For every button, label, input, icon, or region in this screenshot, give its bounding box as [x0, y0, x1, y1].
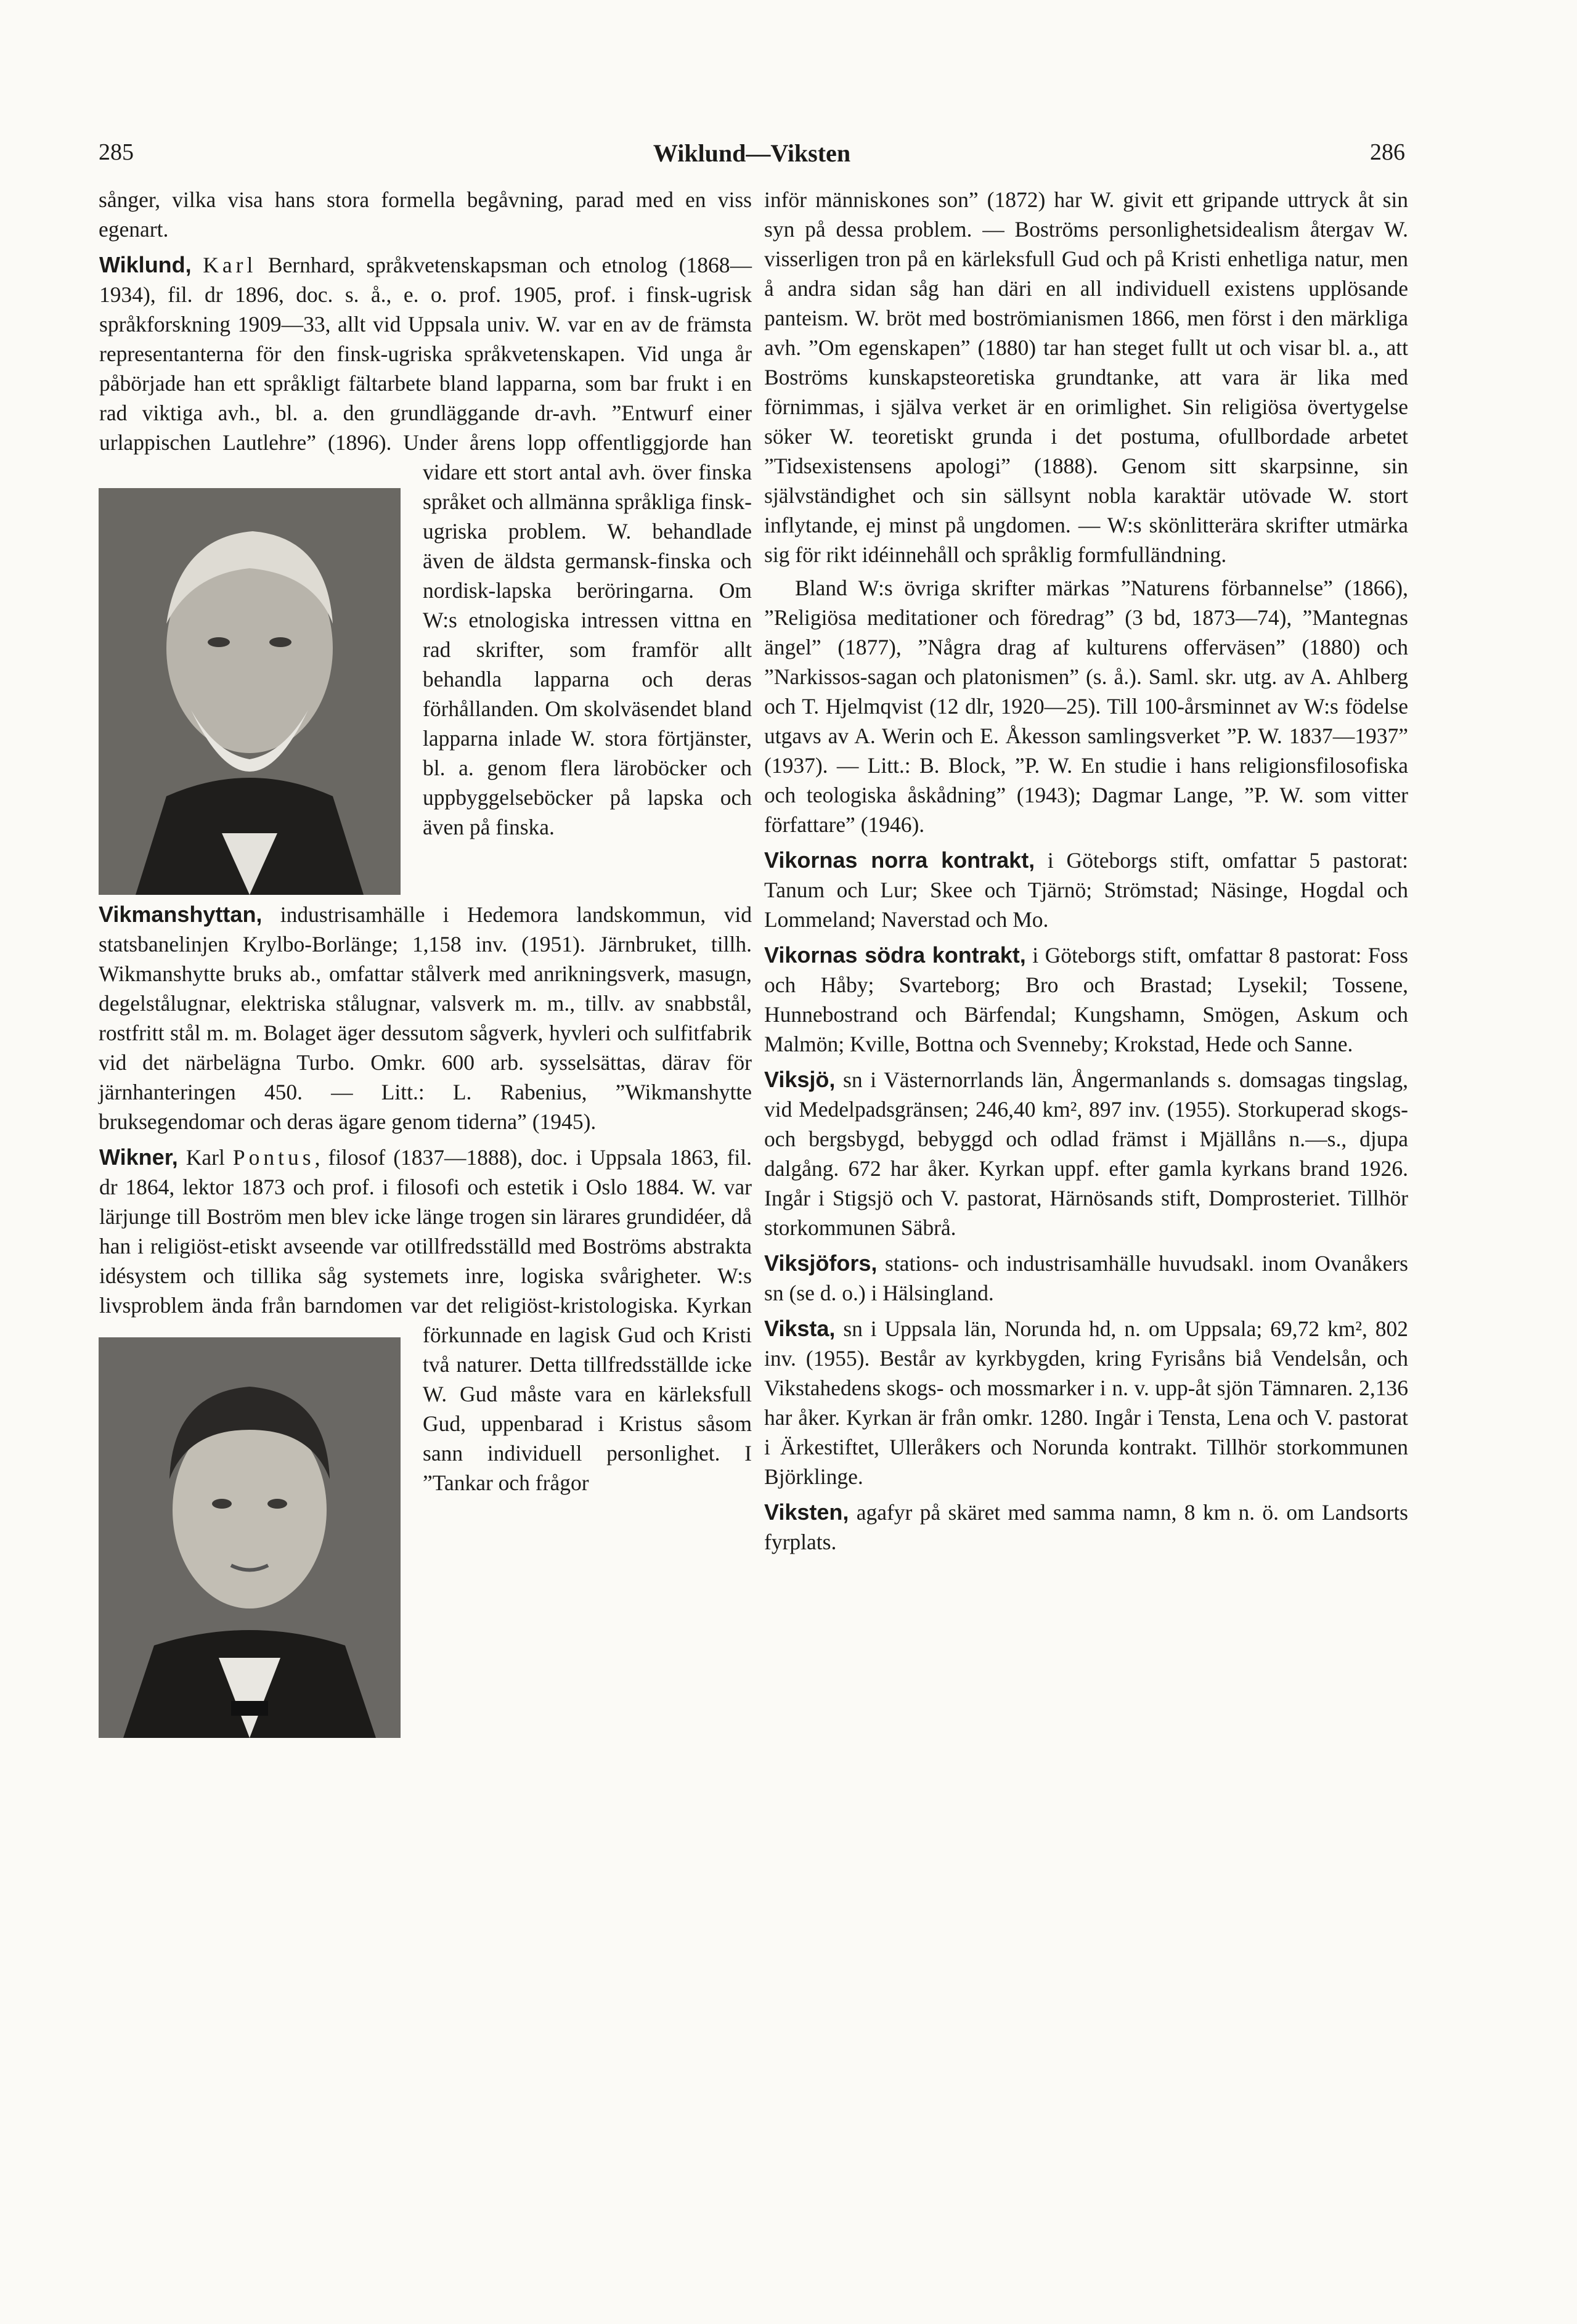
portrait-wikner-image	[99, 1337, 401, 1738]
wikner-text: , filosof (1837—1888), doc. i Uppsala 1863, fil. dr 1864, lektor 1873 och prof. i filosofi och estetik i Oslo 1884. W. var lärjunge till Boström men blev icke länge trogen sin lärares grundidéer, då han i religiöst-etiskt avseende var otillfredsställd med Boströms abstrakta idésystem och tillika såg systemets inre, logiska svårigheter. W:s livsproblem ända från barndomen var det religiöst-kristologiska. Kyrkan förkunnade en lagisk Gud och Kristi två naturer. Detta tillfredsställde icke W. Gud måste vara en kärleksfull Gud, uppenbarad i Kristus såsom sann individuell personlighet. I ”Tankar och frågor	[99, 1145, 752, 1495]
viksta-text: sn i Uppsala län, Norunda hd, n. om Uppsala; 69,72 km², 802 inv. (1955). Består av kyrkbygden, kring Fyrisåns biå Vendelsån, och Vikstahedens skogs- och mossmarker i n. v. upp-åt sjön Tämnaren. 2,136 har åker. Kyrkan är från omkr. 1280. Ingår i Tensta, Lena och V. pastorat i Ärkestiftet, Ulleråkers och Norunda kontrakt. Tillhör storkommunen Björklinge.	[764, 1316, 1408, 1489]
viksten-text: agafyr på skäret med samma namn, 8 km n. ö. om Landsorts fyrplats.	[764, 1500, 1408, 1554]
headword-viksjofors: Viksjöfors,	[764, 1250, 878, 1276]
page-header	[99, 139, 1405, 176]
intro-text: sånger, vilka visa hans stora formella begåvning, parad med en viss egenart.	[99, 187, 752, 242]
headword-vikornas-norra: Vikornas norra kontrakt,	[764, 847, 1035, 873]
name-karl: Karl	[203, 253, 257, 277]
headword-wikner: Wikner,	[99, 1144, 178, 1170]
wikner-name-a: Karl	[177, 1145, 233, 1170]
entry-viksjofors	[764, 1249, 1408, 1308]
viksjofors-text: stations- och industrisamhälle huvudsakl. inom Ovanåkers sn (se d. o.) i Hälsingland.	[764, 1251, 1408, 1305]
entry-viksten	[764, 1498, 1408, 1557]
portrait-wiklund-image	[99, 488, 401, 895]
entry-viksjo	[764, 1065, 1408, 1242]
viksjo-text: sn i Västernorrlands län, Ångermanlands s. domsagas tingslag, vid Medelpadsgränsen; 246,40 km², 897 inv. (1955). Storkuperad skogs- och bergsbygd, bebyggd och odlad främst i Mjällåns n.—s., djupa dalgång. 672 har åker. Kyrkan uppf. efter gamla kyrkans brand 1926. Ingår i Stigsjö och V. pastorat, Härnösands stift, Domprosteriet. Tillhör storkommunen Säbrå.	[764, 1067, 1408, 1240]
entry-viksta	[764, 1314, 1408, 1491]
right-column	[764, 185, 1408, 1560]
wiklund-text: Bernhard, språkvetenskapsman och etnolog (1868—1934), fil. dr 1896, doc. s. å., e. o. prof. 1905, prof. i finsk-ugrisk språkforskning 1909—33, allt vid Uppsala univ. W. var en av de främsta representanterna för den finsk-ugriska språkvetenskapen. Vid unga år påbörjade han ett språkligt fältarbete bland lapparna, som bar frukt i en rad viktiga avh., bl. a. den grundläggande dr-avh. ”Entwurf einer urlappischen Lautlehre” (1896). Under årens lopp offentliggjorde han vidare ett stort antal avh. över finska språket och allmänna språkliga finsk-ugriska problem. W. behandlade även de äldsta germansk-finska och nordisk-lapska beröringarna. Om W:s etnologiska intressen vittna en rad skrifter, som framför allt behandla lapparna och deras förhållanden. Om skolväsendet bland lapparna inlade W. stora förtjänster, bl. a. genom flera läroböcker och uppbyggelseböcker på lapska och även på finska.	[99, 253, 752, 839]
headword-wiklund: Wiklund,	[99, 252, 192, 277]
portrait-wikner	[99, 1337, 401, 1738]
right-page-number: 286	[1370, 139, 1405, 165]
headword-viksjo: Viksjö,	[764, 1067, 836, 1092]
running-title: Wiklund—Viksten	[653, 139, 851, 167]
headword-viksta: Viksta,	[764, 1316, 836, 1341]
left-column	[99, 185, 752, 1743]
entry-vikornas-norra	[764, 846, 1408, 934]
wikner-continued-2: Bland W:s övriga skrifter märkas ”Naturens förbannelse” (1866), ”Religiösa meditationer och föredrag” (3 bd, 1873—74), ”Mantegnas ängel” (1877), ”Några drag af kulturens offerväsen” (1880) och ”Narkissos-sagan och platonismen” (s. å.). Saml. skr. utg. av A. Ahlberg och T. Hjelmqvist (12 dlr, 1920—25). Till 100-årsminnet av W:s födelse utgavs av A. Werin och E. Åkesson samlingsverket ”P. W. 1837—1937” (1937). — Litt.: B. Block, ”P. W. En studie i hans religionsfilosofiska och teologiska åskådning” (1943); Dagmar Lange, ”P. W. som vitter författare” (1946).	[764, 576, 1408, 837]
entry-vikmanshyttan	[99, 900, 752, 1136]
vikmanshyttan-text: industrisamhälle i Hedemora landskommun, vid statsbanelinjen Krylbo-Borlänge; 1,158 inv. (1951). Järnbruket, tillh. Wikmanshytte bruks ab., omfattar stålverk med anrikningsverk, masugn, degelstålugnar, elektriska stålugnar, valsverk m. m., tillv. av snabbstål, rostfritt stål m. m. Bolaget äger dessutom sågverk, hyvleri och sulfitfabrik vid det närbelägna Turbo. Omkr. 600 arb. sysselsättas, därav för järnhanteringen 450. — Litt.: L. Rabenius, ”Wikmanshytte bruksegendomar och deras ägare genom tiderna” (1945).	[99, 902, 752, 1134]
headword-vikmanshyttan: Vikmanshyttan,	[99, 902, 263, 927]
headword-vikornas-sodra: Vikornas södra kontrakt,	[764, 942, 1026, 968]
headword-viksten: Viksten,	[764, 1499, 849, 1525]
left-page-number: 285	[99, 139, 134, 165]
portrait-wiklund	[99, 488, 401, 895]
vikornas-sodra-text: i Göteborgs stift, omfattar 8 pastorat: Foss och Håby; Svarteborg; Bro och Brastad; Lysekil; Tossene, Hunnebostrand och Bärfendal; Kungshamn, Smögen, Askum och Malmön; Kville, Bottna och Svenneby; Krokstad, Hede och Sanne.	[764, 943, 1408, 1056]
vikornas-norra-text: i Göteborgs stift, omfattar 5 pastorat: Tanum och Lur; Skee och Tjärnö; Strömstad; Näsinge, Hogdal och Lommeland; Naverstad och Mo.	[764, 848, 1408, 932]
entry-vikornas-sodra	[764, 940, 1408, 1059]
wikner-continued-1: inför människones son” (1872) har W. givit ett gripande uttryck åt sin syn på dessa problem. — Boströms personlighetsidealism återgav W. visserligen tron på en kärleksfull Gud och på Kristi enhetliga natur, men å andra sidan såg han däri en all individuell existens upplösande panteism. W. bröt med boströmianismen 1866, men först i den märkliga avh. ”Om egenskapen” (1880) tar han steget fullt ut och visar bl. a., att Boströms kunskapsteoretiska grundtanke, att vara är lika med förnimmas, i själva verket är en orimlighet. Sin religiösa övertygelse söker W. teoretiskt grunda i det postuma, ofullbordade arbetet ”Tidsexistensens apologi” (1888). Genom sitt skarpsinne, sin självständighet och sin sällsynt nobla karaktär utövade W. stort inflytande, ej minst på ungdomen. — W:s skönlitterära skrifter utmärka sig för rikt idéinnehåll och språklig formfulländning.	[764, 187, 1408, 567]
entry-wikner	[99, 1143, 752, 1498]
entry-wiklund	[99, 250, 752, 842]
name-pontus: Pontus	[232, 1145, 315, 1170]
